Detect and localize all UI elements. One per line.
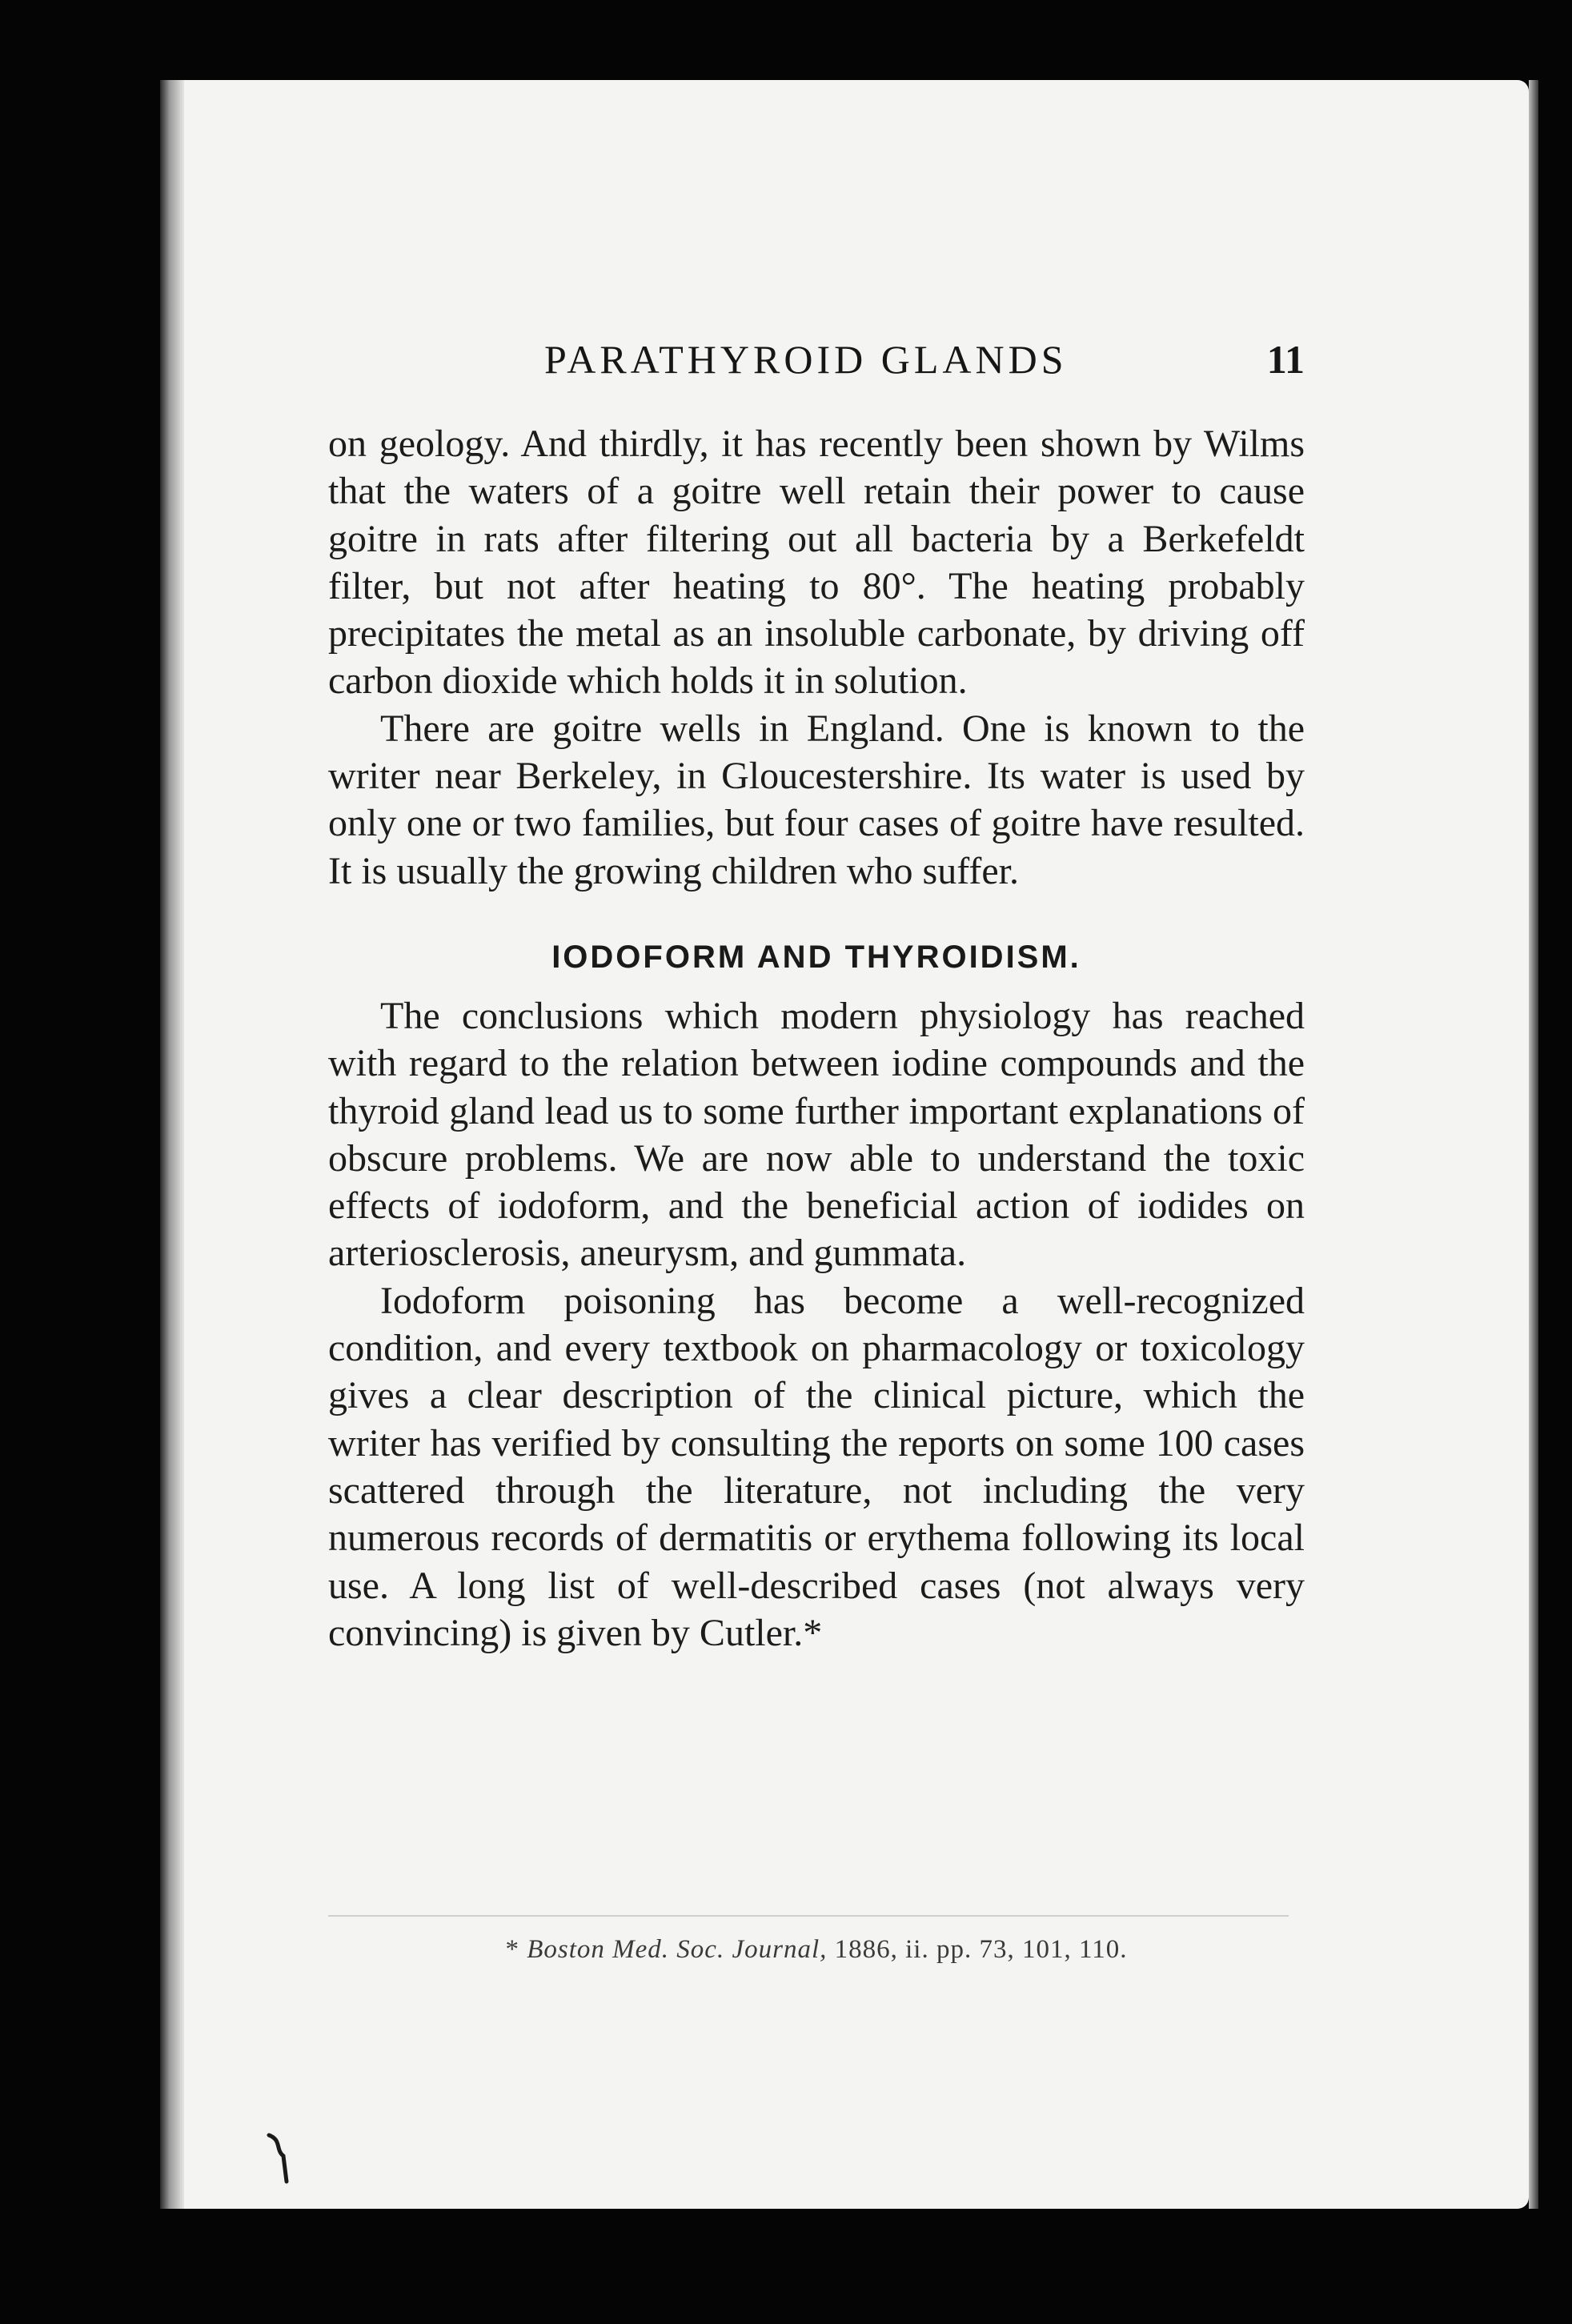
- margin-pencil-mark: [264, 2129, 296, 2185]
- paragraph-continued: on geology. And thirdly, it has recently been shown by Wilms that the waters of a goitre well retain their power to cause goitre in rats after filtering out all bacteria by a Berkefeldt filter, but not after heating to 80°. The heating probably precipitates the metal as an insoluble carbonate, by driving off carbon dioxide which holds it in solution.: [328, 423, 1305, 703]
- page-number: 11: [1266, 337, 1305, 382]
- running-head: [328, 336, 1305, 392]
- paragraph-goitre-wells: There are goitre wells in England. One is known to the writer near Berkeley, in Gloucestershire. Its water is used by only one or two families, but four cases of goitre have resulted. It is usually the growing children who suffer.: [328, 707, 1305, 892]
- running-title: PARATHYROID GLANDS: [544, 337, 1068, 382]
- paragraph-iodoform-poisoning: Iodoform poisoning has become a well-recognized condition, and every textbook on pharmacology or toxicology gives a clear description of the clinical picture, which the writer has verified by consulting the reports on some 100 cases scattered through the literature, not including the very numerous records of dermatitis or erythema following its local use. A long list of well-described cases (not always very convincing) is given by Cutler.*: [328, 1279, 1305, 1654]
- page-gutter-shadow: [160, 80, 184, 2209]
- footnote-journal: Boston Med. Soc. Journal,: [527, 1935, 828, 1964]
- section-heading: IODOFORM AND THYROIDISM.: [551, 939, 1081, 975]
- footnote-marker: *: [505, 1935, 527, 1964]
- footnote-citation: 1886, ii. pp. 73, 101, 110.: [827, 1935, 1128, 1964]
- page-right-edge: [1529, 80, 1538, 2209]
- footnote-rule: [328, 1915, 1289, 1917]
- body-text: [328, 420, 1305, 1657]
- paragraph-conclusions: The conclusions which modern physiology has reached with regard to the relation between iodine compounds and the thyroid gland lead us to some further important explanations of obscure problems. We are now able to understand the toxic effects of iodoform, and the beneficial action of iodides on arteriosclerosis, aneurysm, and gummata.: [328, 994, 1305, 1275]
- footnote: [328, 1935, 1305, 1965]
